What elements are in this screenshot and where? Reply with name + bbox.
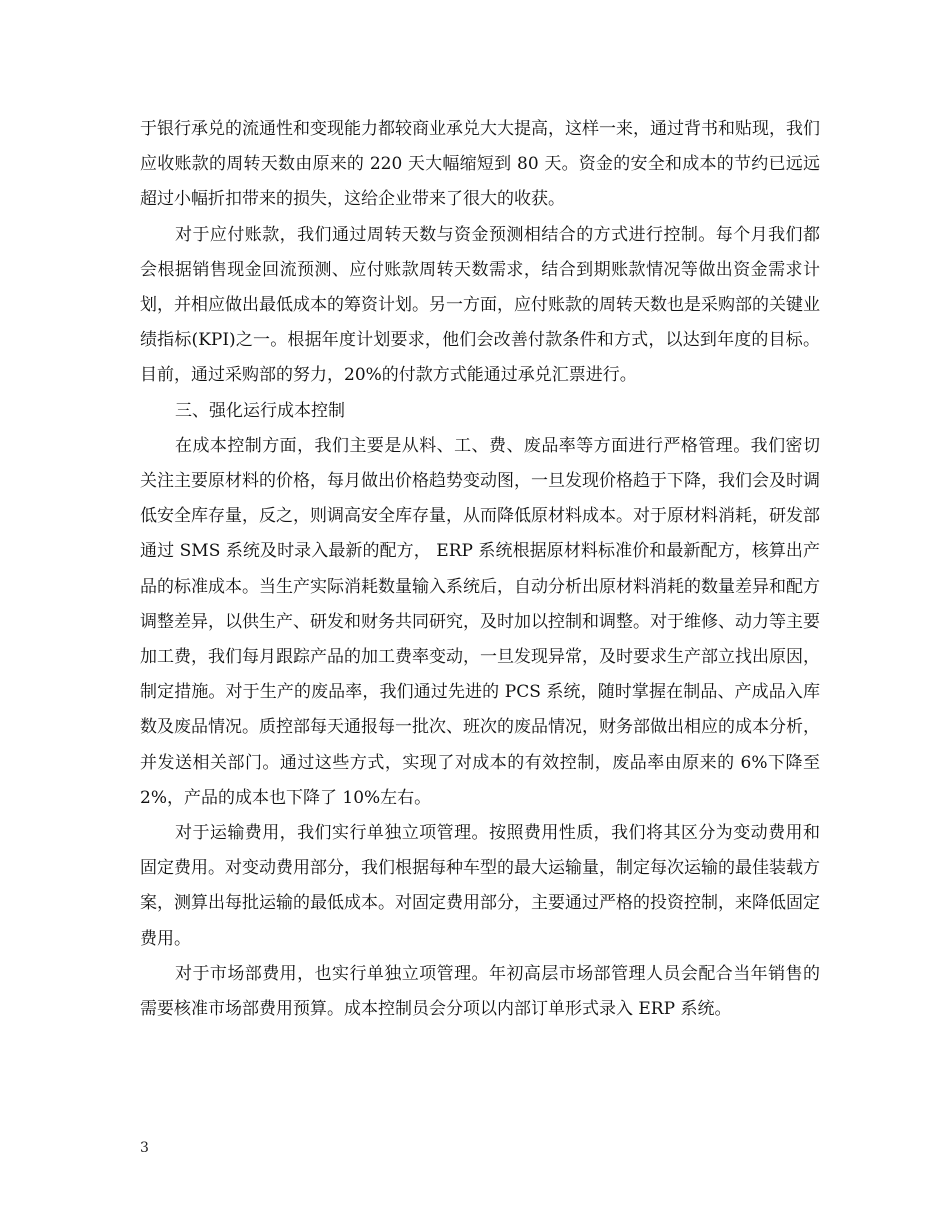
- page-number: 3: [140, 1140, 149, 1156]
- section-heading: 三、强化运行成本控制: [175, 400, 345, 421]
- paragraph-transport-costs: 对于运输费用，我们实行单独立项管理。按照费用性质，我们将其区分为变动费用和固定费用。对变动费用部分，我们根据每种车型的最大运输量，制定每次运输的最佳装载方案，测算出每批运输的最低成本。对固定费用部分，主要通过严格的投资控制，来降低固定费用。: [140, 823, 820, 949]
- paragraph-marketing-costs: 对于市场部费用，也实行单独立项管理。年初高层市场部管理人员会配合当年销售的需要核准市场部费用预算。成本控制员会分项以内部订单形式录入 ERP 系统。: [140, 963, 820, 1020]
- paragraph-cost-control: 在成本控制方面，我们主要是从料、工、费、废品率等方面进行严格管理。我们密切关注主要原材料的价格，每月做出价格趋势变动图，一旦发现价格趋于下降，我们会及时调低安全库存量，反之，则调高安全库存量，从而降低原材料成本。对于原材料消耗，研发部通过 SMS 系统及时录入最新的配方， ERP 系统根据原材料标准价和最新配方，核算出产品的标准成本。当生产实际消耗数量输入系统后，自动分析出原材料消耗的数量差异和配方调整差异，以供生产、研发和财务共同研究，及时加以控制和调整。对于维修、动力等主要加工费，我们每月跟踪产品的加工费率变动，一旦发现异常，及时要求生产部立找出原因，制定措施。对于生产的废品率，我们通过先进的 PCS 系统，随时掌握在制品、产成品入库数及废品情况。质控部每天通报每一批次、班次的废品情况，财务部做出相应的成本分析，并发送相关部门。通过这些方式，实现了对成本的有效控制，废品率由原来的 6%下降至 2%，产品的成本也下降了 10%左右。: [140, 435, 820, 808]
- paragraph-continuation: 于银行承兑的流通性和变现能力都较商业承兑大大提高，这样一来，通过背书和贴现，我们应收账款的周转天数由原来的 220 天大幅缩短到 80 天。资金的安全和成本的节约已远远超过小幅折扣带来的损失，这给企业带来了很大的收获。: [140, 119, 820, 210]
- document-body: [140, 112, 820, 1027]
- paragraph-accounts-payable: 对于应付账款，我们通过周转天数与资金预测相结合的方式进行控制。每个月我们都会根据销售现金回流预测、应付账款周转天数需求，结合到期账款情况等做出资金需求计划，并相应做出最低成本的筹资计划。另一方面，应付账款的周转天数也是采购部的关键业绩指标(KPI)之一。根据年度计划要求，他们会改善付款条件和方式，以达到年度的目标。目前，通过采购部的努力，20%的付款方式能通过承兑汇票进行。: [140, 224, 820, 386]
